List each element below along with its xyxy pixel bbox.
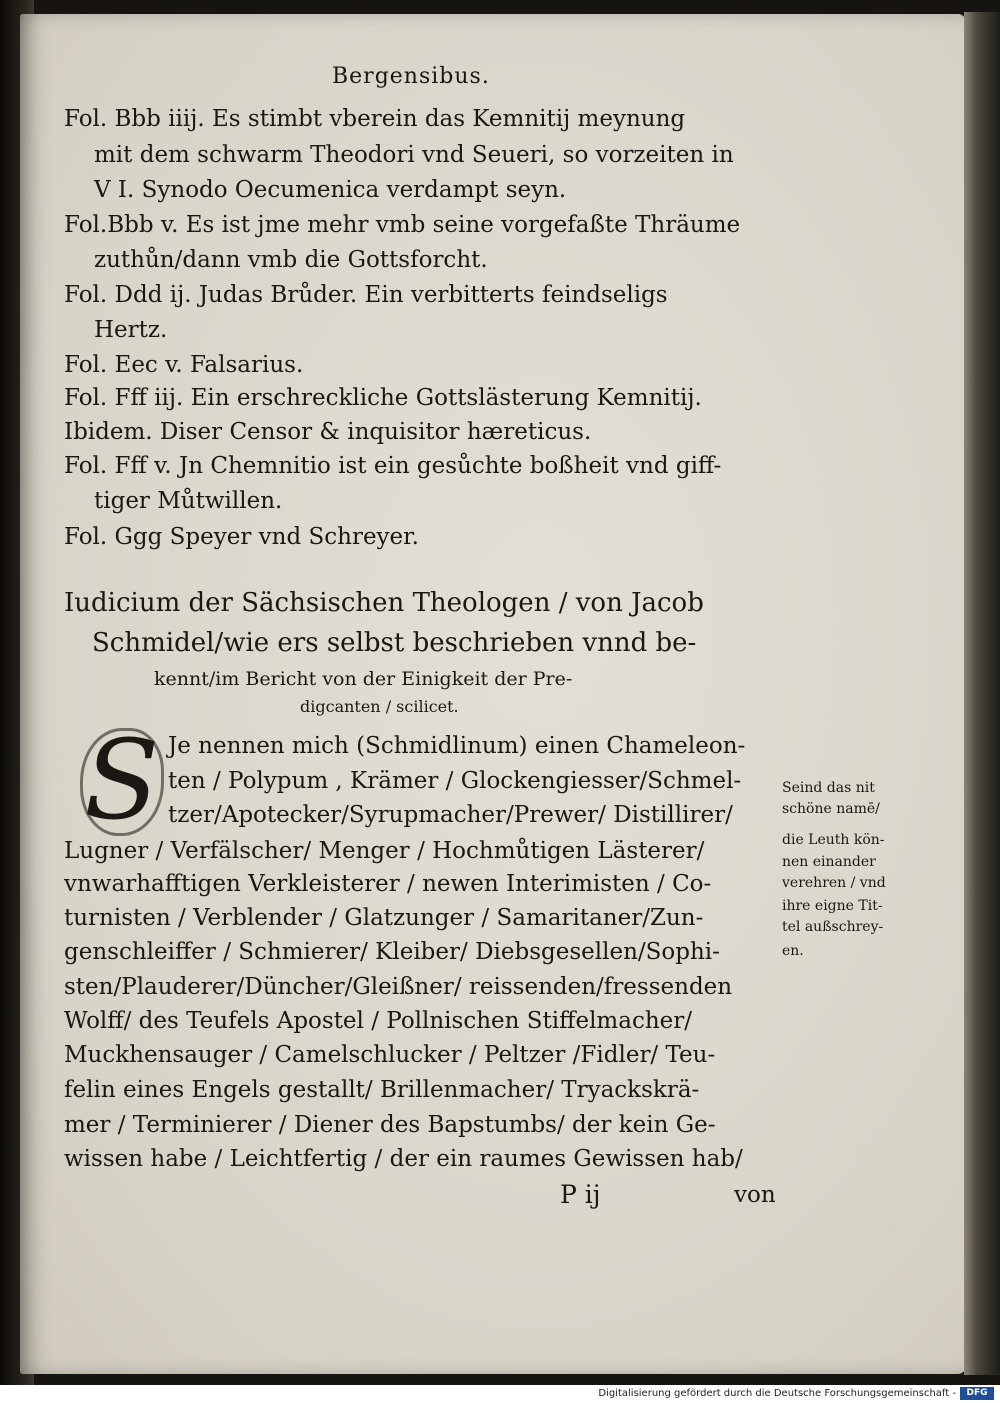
paragraph-line: Wolff/ des Teufels Apostel / Pollnischen Stiffelmacher/ bbox=[64, 1008, 693, 1034]
body-line: zuthůn/dann vmb die Gottsforcht. bbox=[94, 247, 488, 273]
page-edge-shadow bbox=[964, 12, 1000, 1375]
signature-mark: P ij bbox=[560, 1180, 601, 1209]
section-heading-line: digcanten / scilicet. bbox=[300, 697, 459, 716]
digitization-credit: Digitalisierung gefördert durch die Deutsche Forschungsgemeinschaft - bbox=[598, 1388, 956, 1399]
paragraph-line: mer / Terminierer / Diener des Bapstumbs/ der kein Ge- bbox=[64, 1112, 716, 1138]
marginal-note-line: die Leuth kön- bbox=[782, 832, 885, 848]
body-line: Fol. Ddd ij. Judas Brůder. Ein verbitterts feindseligs bbox=[64, 282, 668, 308]
paragraph-line: sten/Plauderer/Düncher/Gleißner/ reissenden/fressenden bbox=[64, 974, 733, 1000]
body-line: mit dem schwarm Theodori vnd Seueri, so vorzeiten in bbox=[94, 142, 734, 168]
body-line: Hertz. bbox=[94, 317, 168, 343]
marginal-note-line: ihre eigne Tit- bbox=[782, 898, 883, 914]
body-line: Fol. Bbb iiij. Es stimbt vberein das Kemnitij meynung bbox=[64, 106, 686, 132]
paragraph-line: vnwarhafftigen Verkleisterer / newen Interimisten / Co- bbox=[64, 871, 712, 897]
section-heading-line: kennt/im Bericht von der Einigkeit der Pre- bbox=[154, 668, 573, 690]
body-line: Fol.Bbb v. Es ist jme mehr vmb seine vorgefaßte Thräume bbox=[64, 212, 741, 238]
body-line: tiger Můtwillen. bbox=[94, 488, 283, 514]
body-line: Fol. Eec v. Falsarius. bbox=[64, 352, 304, 378]
section-heading-line: Iudicium der Sächsischen Theologen / von Jacob bbox=[64, 588, 704, 618]
paragraph-line: wissen habe / Leichtfertig / der ein raumes Gewissen hab/ bbox=[64, 1146, 743, 1172]
body-line: Fol. Ggg Speyer vnd Schreyer. bbox=[64, 524, 419, 550]
drop-cap-initial: S bbox=[84, 716, 160, 844]
marginal-note-line: verehren / vnd bbox=[782, 875, 886, 891]
body-line: Fol. Fff v. Jn Chemnitio ist ein gesůchte boßheit vnd giff- bbox=[64, 453, 722, 479]
running-head: Bergensibus. bbox=[332, 64, 490, 89]
paragraph-line: turnisten / Verblender / Glatzunger / Samaritaner/Zun- bbox=[64, 905, 704, 931]
paragraph-line: Je nennen mich (Schmidlinum) einen Chameleon- bbox=[168, 733, 746, 759]
marginal-note-line: schöne namē/ bbox=[782, 801, 880, 817]
paragraph-line: ten / Polypum , Krämer / Glockengiesser/Schmel- bbox=[168, 768, 742, 794]
section-heading-line: Schmidel/wie ers selbst beschrieben vnnd be- bbox=[92, 628, 697, 658]
marginal-note-line: Seind das nit bbox=[782, 780, 875, 796]
paragraph-line: tzer/Apotecker/Syrupmacher/Prewer/ Distillirer/ bbox=[168, 802, 733, 828]
paragraph-line: genschleiffer / Schmierer/ Kleiber/ Diebsgesellen/Sophi- bbox=[64, 939, 720, 965]
paragraph-line: felin eines Engels gestallt/ Brillenmacher/ Tryackskrä- bbox=[64, 1077, 700, 1103]
marginal-note-line: nen einander bbox=[782, 854, 876, 870]
body-line: V I. Synodo Oecumenica verdampt seyn. bbox=[94, 177, 567, 203]
marginal-note-line: tel außschrey- bbox=[782, 919, 884, 935]
marginal-note-line: en. bbox=[782, 943, 804, 959]
paragraph-line: Lugner / Verfälscher/ Menger / Hochmůtigen Lästerer/ bbox=[64, 838, 705, 864]
body-line: Fol. Fff iij. Ein erschreckliche Gottslästerung Kemnitij. bbox=[64, 385, 702, 411]
dfg-logo-icon: DFG bbox=[960, 1387, 994, 1400]
catchword: von bbox=[734, 1182, 776, 1208]
paragraph-line: Muckhensauger / Camelschlucker / Peltzer /Fidler/ Teu- bbox=[64, 1042, 716, 1068]
body-line: Ibidem. Diser Censor & inquisitor hæreticus. bbox=[64, 419, 592, 445]
